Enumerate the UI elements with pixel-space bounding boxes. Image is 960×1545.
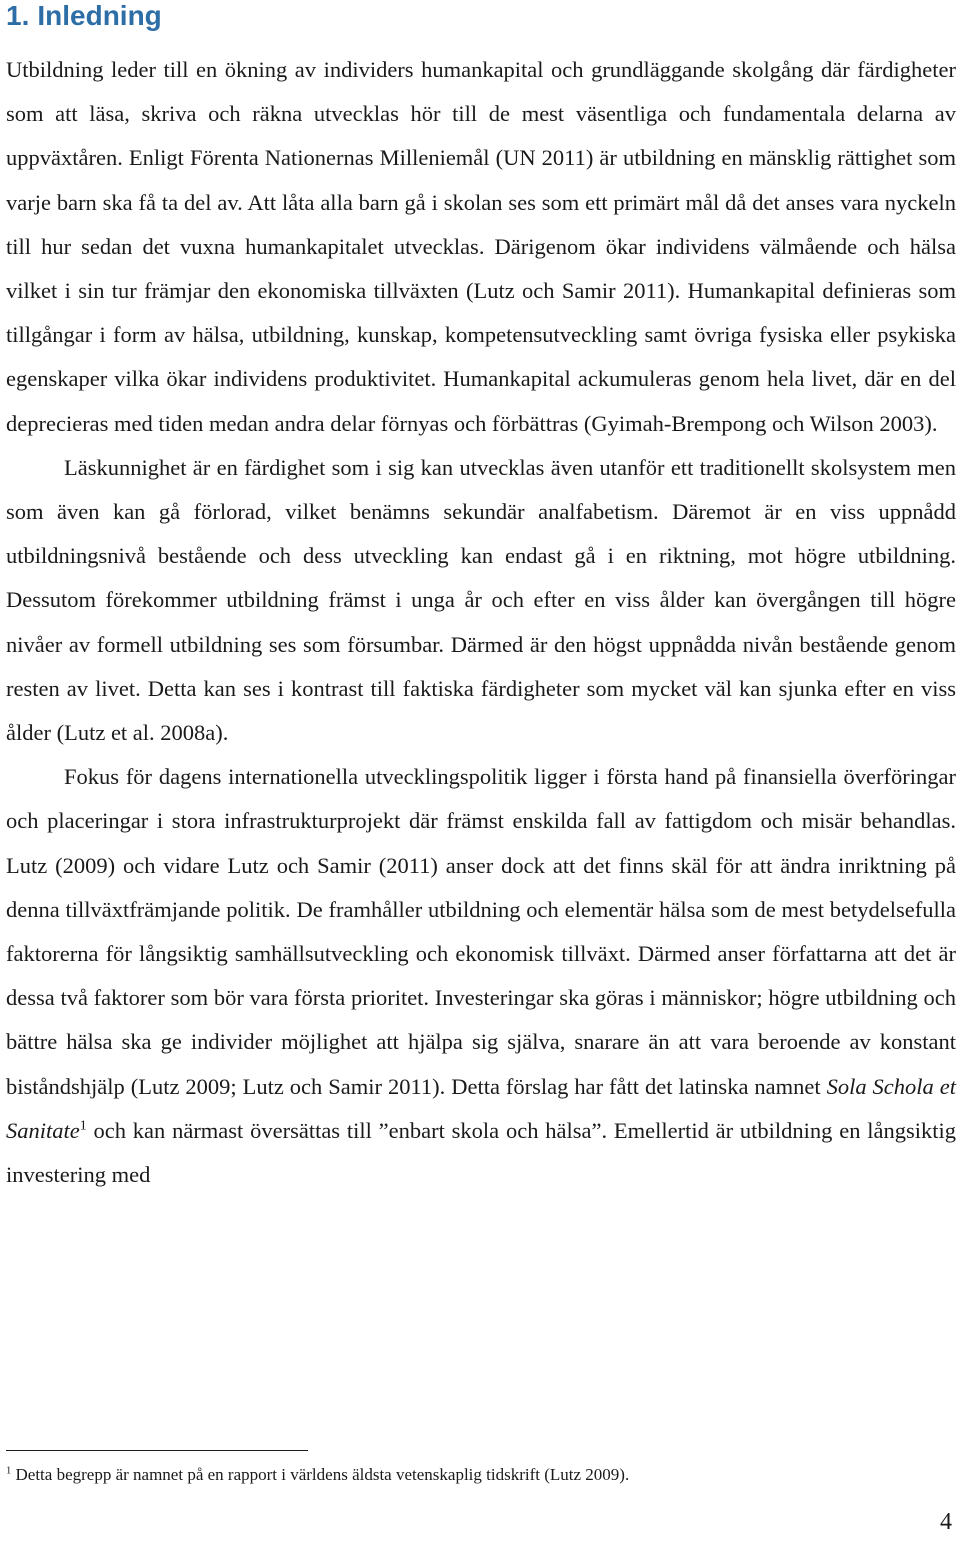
section-title: Inledning bbox=[37, 0, 162, 31]
footnote-divider bbox=[6, 1450, 308, 1451]
paragraph-3-text-after: och kan närmast översättas till ”enbart skola och hälsa”. Emellertid är utbildning en långsiktig investering med bbox=[6, 1117, 956, 1188]
paragraph-3-text-before: Fokus för dagens internationella utvecklingspolitik ligger i första hand på finansiella överföringar och placeringar i stora infrastrukturprojekt där främst enskilda fall av fattigdom och misär behandlas. Lutz (2009) och vidare Lutz och Samir (2011) anser dock att det finns skäl för att ändra inriktning på denna tillväxtfrämjande politik. De framhåller utbildning och elementär hälsa som de mest betydelsefulla faktorerna för långsiktig samhällsutveckling och ekonomisk tillväxt. Därmed anser författarna att det är dessa två faktorer som bör vara första prioritet. Investeringar ska göras i människor; högre utbildning och bättre hälsa ska ge individer möjlighet att hjälpa sig själva, snarare än att vara beroende av konstant biståndshjälp (Lutz 2009; Lutz och Samir 2011). Detta förslag har fått det latinska namnet bbox=[6, 764, 956, 1099]
page-number: 4 bbox=[940, 1509, 952, 1535]
section-number: 1. bbox=[6, 0, 30, 31]
body-text bbox=[6, 48, 956, 1197]
footnote-reference[interactable]: 1 bbox=[79, 1118, 87, 1134]
paragraph-2: Läskunnighet är en färdighet som i sig kan utvecklas även utanför ett traditionellt skolsystem men som även kan gå förlorad, vilket benämns sekundär analfabetism. Däremot är en viss uppnådd utbildningsnivå bestående och dess utveckling kan endast gå i en riktning, mot högre utbildning. Dessutom förekommer utbildning främst i unga år och efter en viss ålder kan övergången till högre nivåer av formell utbildning ses som försumbar. Därmed är den högst uppnådda nivån bestående genom resten av livet. Detta kan ses i kontrast till faktiska färdigheter som mycket väl kan sjunka efter en viss ålder (Lutz et al. 2008a). bbox=[6, 454, 956, 746]
paragraph-1: Utbildning leder till en ökning av individers humankapital och grundläggande skolgång där färdigheter som att läsa, skriva och räkna utvecklas hör till de mest väsentliga och fundamentala delarna av uppväxtåren. Enligt Förenta Nationernas Milleniemål (UN 2011) är utbildning en mänsklig rättighet som varje barn ska få ta del av. Att låta alla barn gå i skolan ses som ett primärt mål då det anses vara nyckeln till hur sedan det vuxna humankapitalet utvecklas. Därigenom ökar individens välmående och hälsa vilket i sin tur främjar den ekonomiska tillväxten (Lutz och Samir 2011). Humankapital definieras som tillgångar i form av hälsa, utbildning, kunskap, kompetensutveckling samt övriga fysiska eller psykiska egenskaper vilka ökar individens produktivitet. Humankapital ackumuleras genom hela livet, där en del deprecieras med tiden medan andra delar förnyas och förbättras (Gyimah-Brempong och Wilson 2003). bbox=[6, 57, 956, 436]
footnote-marker: 1 bbox=[6, 1465, 12, 1477]
section-heading bbox=[6, 0, 162, 32]
footnote-text: Detta begrepp är namnet på en rapport i världens äldsta vetenskaplig tidskrift (Lutz 2009). bbox=[11, 1465, 630, 1484]
latin-term: Sola Schola et Sanitate bbox=[6, 1073, 957, 1143]
footnote bbox=[6, 1463, 956, 1487]
paragraph-3 bbox=[6, 755, 956, 1197]
